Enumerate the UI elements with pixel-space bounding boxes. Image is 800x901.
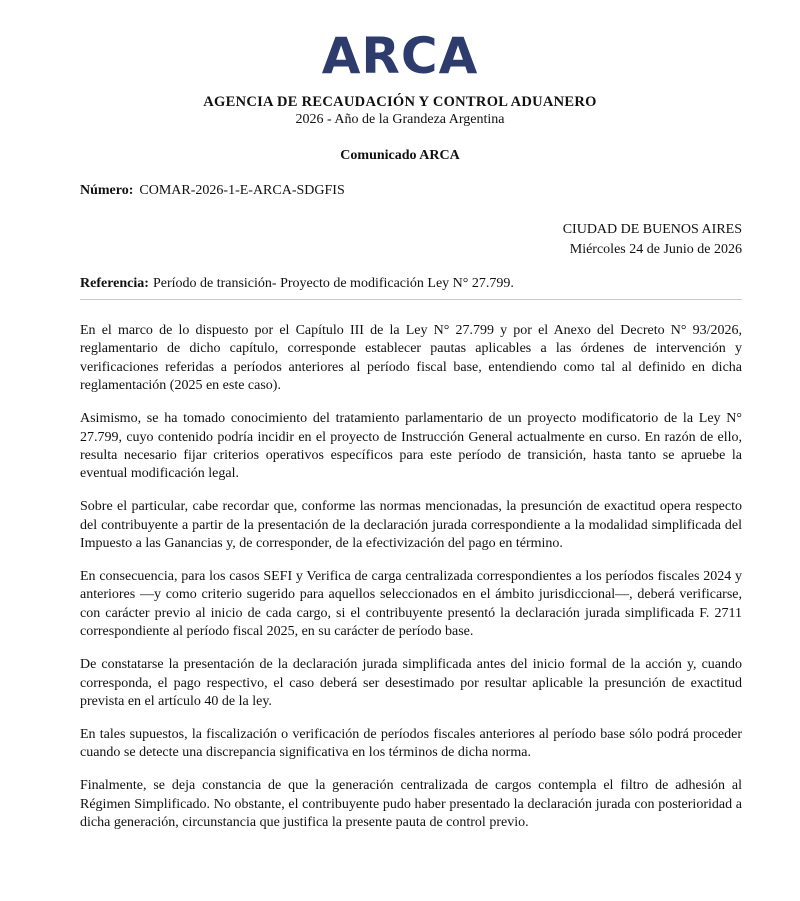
document-title: Comunicado ARCA (340, 148, 460, 163)
document-number-label: Número: (80, 183, 134, 198)
date: Miércoles 24 de Junio de 2026 (569, 242, 742, 257)
reference (80, 276, 514, 292)
paragraph: Sobre el particular, cabe recordar que, conforme las normas mencionadas, la presunción de exactitud opera respecto del contribuyente a partir de la presentación de la declaración jurada correspondiente a la modalidad simplificada del Impuesto a las Ganancias y, de corresponder, de la efectivización del pago en término. (80, 499, 742, 552)
arca-logo: ARCA (321, 27, 479, 85)
paragraph: De constatarse la presentación de la declaración jurada simplificada antes del inicio formal de la acción y, cuando corresponda, el pago respectivo, el caso deberá ser desestimado por resultar aplicable la presunción de exactitud prevista en el artículo 40 de la ley. (80, 657, 742, 709)
place-date-block (563, 220, 742, 260)
document-number-value: COMAR-2026-1-E-ARCA-SDGFIS (139, 183, 345, 198)
document-number (80, 183, 345, 199)
divider (80, 299, 742, 300)
paragraph: En el marco de lo dispuesto por el Capítulo III de la Ley N° 27.799 y por el Anexo del Decreto N° 93/2026, reglamentario de dicho capítulo, corresponde establecer pautas aplicables a las órdenes de intervención y verificaciones referidas a períodos anteriores al período fiscal base, entendiendo como tal al definido en dicha reglamentación (2025 en este caso). (80, 323, 742, 394)
city: CIUDAD DE BUENOS AIRES (562, 222, 742, 237)
paragraph: Asimismo, se ha tomado conocimiento del tratamiento parlamentario de un proyecto modificatorio de la Ley N° 27.799, cuyo contenido podría incidir en el proyecto de Instrucción General actualmente en curso. En razón de ello, resulta necesario fijar criterios operativos específicos para este período de transición, hasta tanto se apruebe la eventual modificación legal. (80, 411, 742, 482)
year-motto: 2026 - Año de la Grandeza Argentina (295, 112, 505, 127)
document-body (80, 322, 742, 847)
agency-name: AGENCIA DE RECAUDACIÓN Y CONTROL ADUANERO (203, 94, 597, 110)
paragraph: Finalmente, se deja constancia de que la generación centralizada de cargos contempla el filtro de adhesión al Régimen Simplificado. No obstante, el contribuyente pudo haber presentado la declaración jurada con posterioridad a dicha generación, circunstancia que justifica la presente pauta de control previo. (80, 778, 742, 830)
paragraph: En tales supuestos, la fiscalización o verificación de períodos fiscales anteriores al período base sólo podrá proceder cuando se detecte una discrepancia significativa en los términos de dicha norma. (80, 726, 742, 761)
reference-label: Referencia: (80, 276, 149, 291)
reference-value: Período de transición- Proyecto de modificación Ley N° 27.799. (152, 276, 514, 291)
paragraph: En consecuencia, para los casos SEFI y Verifica de carga centralizada correspondientes a los períodos fiscales 2024 y anteriores —y como criterio sugerido para aquellos seleccionados en el ámbito jurisdiccional—, deberá verificarse, con carácter previo al inicio de cada cargo, si el contribuyente presentó la declaración jurada simplificada F. 2711 correspondiente al período fiscal 2025, en su carácter de período base. (80, 568, 742, 640)
